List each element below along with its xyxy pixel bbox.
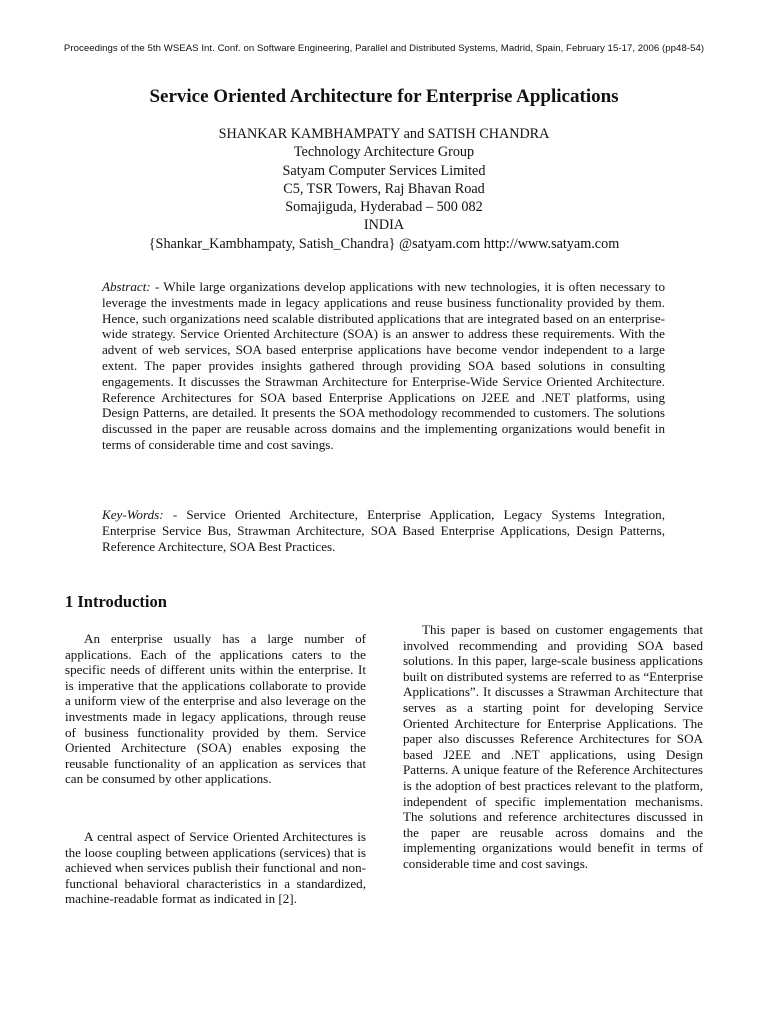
abstract-text: - While large organizations develop applications with new technologies, it is often necessary to leverage the investments made in legacy applications and reuse business functionality provided by them. Hence, such organizations need scalable distributed applications that are integrated based on an enterprise-wide strategy. Service Oriented Architecture (SOA) is an answer to address these requirements. With the advent of web services, SOA based enterprise applications have become vendor independent to a large extent. The paper provides insights gathered through providing SOA based solutions in consulting engagements. It discusses the Strawman Architecture for Enterprise-Wide Service Oriented Architecture. Reference Architectures for SOA based Enterprise Applications on J2EE and .NET platforms, using Design Patterns, are detailed. It presents the SOA methodology recommended to customers. The solutions discussed in the paper are reusable across domains and the implementing organizations would benefit in terms of considerable time and cost savings. [102, 279, 665, 452]
affiliation-line: INDIA [363, 217, 405, 234]
paragraph: A central aspect of Service Oriented Architectures is the loose coupling between applications (services) that is achieved when services publish their functional and non-functional behavioral characteristics in a standardized, machine-readable format as indicated in [2]. [65, 829, 366, 907]
affiliation-line: Technology Architecture Group [293, 144, 475, 161]
abstract-label: Abstract: [102, 279, 151, 294]
keywords-label: Key-Words: [102, 507, 164, 522]
paper-title: Service Oriented Architecture for Enterprise Applications [149, 86, 619, 107]
author-names: SHANKAR KAMBHAMPATY and SATISH CHANDRA [218, 126, 550, 142]
author-block [0, 125, 768, 253]
affiliation-line: Somajiguda, Hyderabad – 500 082 [285, 199, 483, 216]
paragraph: An enterprise usually has a large number of applications. Each of the applications caters to the specific needs of different units within the enterprise. It is imperative that the applications collaborate to provide a uniform view of the enterprise and also leverage on the investments made in legacy applications, through reuse of business functionality provided by them. Service Oriented Architecture (SOA) enables exposing the reusable functionality of an application as services that can be consumed by other applications. [65, 631, 366, 787]
affiliation-line: Satyam Computer Services Limited [282, 162, 486, 179]
affiliation-line: C5, TSR Towers, Raj Bhavan Road [283, 180, 485, 197]
contact-line: {Shankar_Kambhampaty, Satish_Chandra} @satyam.com http://www.satyam.com [148, 235, 620, 252]
abstract [102, 279, 665, 453]
section-heading-introduction: 1 Introduction [65, 592, 167, 611]
keywords-text: - Service Oriented Architecture, Enterprise Application, Legacy Systems Integration, Enterprise Service Bus, Strawman Architecture, SOA Based Enterprise Applications, Design Patterns, Reference Architecture, SOA Best Practices. [102, 507, 665, 554]
proceedings-header: Proceedings of the 5th WSEAS Int. Conf. on Software Engineering, Parallel and Distributed Systems, Madrid, Spain, February 15-17, 2006 (pp48-54) [63, 43, 705, 54]
paragraph: This paper is based on customer engagements that involved recommending and providing SOA based solutions. In this paper, large-scale business applications built on distributed systems are referred to as “Enterprise Applications”. It discusses a Strawman Architecture that serves as a starting point for developing Service Oriented Architecture for Enterprise Applications. The paper also discusses Reference Architectures for SOA based J2EE and .NET applications, using Design Patterns. A unique feature of the Reference Architectures is the adoption of best practices relevant to the platform, independent of specific implementation mechanisms. The solutions and reference architectures discussed in the paper are reusable across domains and the implementing organizations would benefit in terms of considerable time and cost savings. [403, 622, 703, 871]
keywords [102, 507, 665, 554]
